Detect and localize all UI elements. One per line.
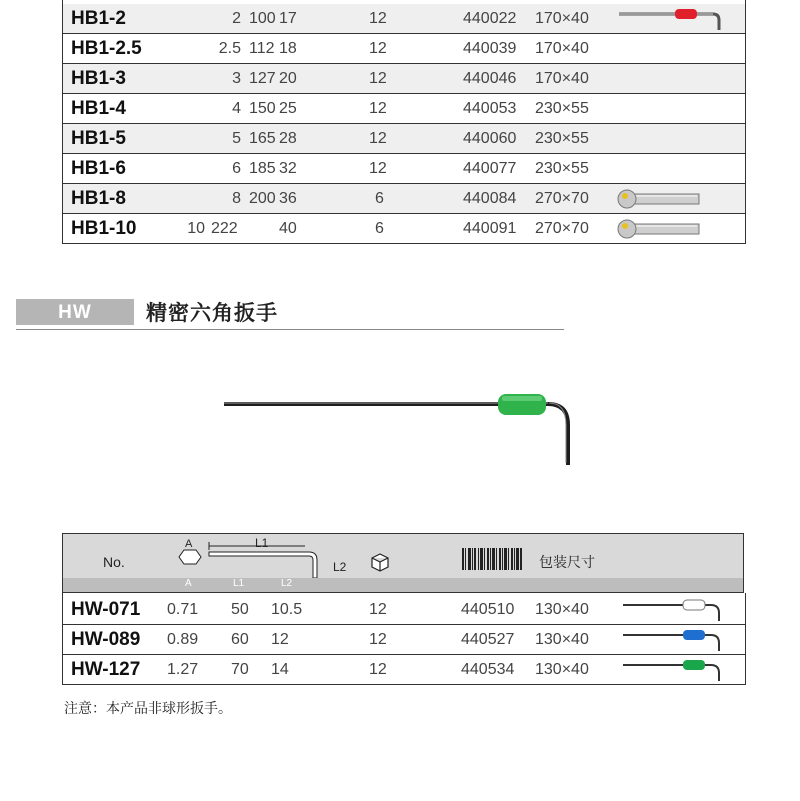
length-l2-cell: 40 bbox=[279, 220, 297, 237]
length-l2-cell: 36 bbox=[279, 190, 297, 207]
table-row bbox=[63, 595, 745, 625]
subheader-l2: L2 bbox=[281, 578, 293, 589]
code-cell: 440077 bbox=[463, 160, 517, 177]
length-l1-cell: 100 bbox=[249, 10, 276, 27]
quantity-cell: 12 bbox=[369, 10, 387, 27]
code-cell: 440060 bbox=[463, 130, 517, 147]
code-cell: 440039 bbox=[463, 40, 517, 57]
pack-size-cell: 230×55 bbox=[535, 130, 589, 147]
model-cell: HB1-2.5 bbox=[71, 38, 142, 59]
code-cell: 440091 bbox=[463, 220, 517, 237]
size-a-cell: 0.89 bbox=[167, 631, 199, 648]
size-a-cell: 0.71 bbox=[167, 601, 199, 618]
table-row bbox=[63, 64, 745, 94]
model-cell: HW-089 bbox=[71, 629, 141, 650]
pack-size-cell: 130×40 bbox=[535, 661, 589, 678]
ball-end-hex-key-icon bbox=[615, 185, 705, 213]
hb-table bbox=[62, 0, 746, 244]
hw-table bbox=[62, 593, 746, 685]
size-a-cell: 2 bbox=[232, 10, 241, 27]
pack-size-cell: 170×40 bbox=[535, 40, 589, 57]
pack-size-cell: 230×55 bbox=[535, 160, 589, 177]
size-a-cell: 4 bbox=[232, 100, 241, 117]
model-cell: HB1-2 bbox=[71, 8, 126, 29]
length-l1-cell: 70 bbox=[231, 661, 249, 678]
length-l2-cell: 18 bbox=[279, 40, 297, 57]
product-note: 注意：本产品非球形扳手。 bbox=[64, 700, 232, 716]
length-l1-cell: 165 bbox=[249, 130, 276, 147]
hw-table-header bbox=[62, 533, 744, 593]
code-cell: 440527 bbox=[461, 631, 515, 648]
code-cell: 440046 bbox=[463, 70, 517, 87]
size-a-cell: 3 bbox=[232, 70, 241, 87]
header-no: No. bbox=[103, 554, 125, 570]
table-row bbox=[63, 4, 745, 34]
section-divider bbox=[16, 329, 564, 330]
length-l1-cell: 127 bbox=[249, 70, 276, 87]
quantity-cell: 12 bbox=[369, 130, 387, 147]
model-cell: HB1-3 bbox=[71, 68, 126, 89]
quantity-cell: 6 bbox=[375, 220, 384, 237]
code-cell: 440022 bbox=[463, 10, 517, 27]
length-l1-cell: 222 bbox=[211, 220, 238, 237]
length-l1-cell: 150 bbox=[249, 100, 276, 117]
pack-size-cell: 130×40 bbox=[535, 631, 589, 648]
pack-size-cell: 270×70 bbox=[535, 220, 589, 237]
barcode-icon bbox=[461, 547, 525, 573]
code-cell: 440084 bbox=[463, 190, 517, 207]
section-tag: HW bbox=[58, 302, 92, 323]
table-row bbox=[63, 94, 745, 124]
model-cell: HB1-5 bbox=[71, 128, 126, 149]
size-a-cell: 5 bbox=[232, 130, 241, 147]
table-row bbox=[63, 184, 745, 214]
model-cell: HB1-10 bbox=[71, 218, 137, 239]
pack-size-cell: 170×40 bbox=[535, 10, 589, 27]
table-row bbox=[63, 124, 745, 154]
ball-end-hex-key-icon bbox=[615, 215, 705, 243]
length-l2-cell: 32 bbox=[279, 160, 297, 177]
pack-size-cell: 270×70 bbox=[535, 190, 589, 207]
code-cell: 440053 bbox=[463, 100, 517, 117]
quantity-cell: 6 bbox=[375, 190, 384, 207]
table-row bbox=[63, 154, 745, 184]
model-cell: HB1-8 bbox=[71, 188, 126, 209]
header-a: A bbox=[185, 538, 193, 550]
table-row bbox=[63, 34, 745, 64]
hex-key-blue-grip-icon bbox=[619, 627, 729, 653]
subheader-a: A bbox=[185, 578, 192, 589]
pack-size-cell: 230×55 bbox=[535, 100, 589, 117]
subheader-l1: L1 bbox=[233, 578, 245, 589]
length-l2-cell: 12 bbox=[271, 631, 289, 648]
hexagon-icon bbox=[177, 548, 203, 566]
length-l1-cell: 50 bbox=[231, 601, 249, 618]
size-a-cell: 10 bbox=[187, 220, 205, 237]
length-l2-cell: 10.5 bbox=[271, 601, 303, 618]
code-cell: 440534 bbox=[461, 661, 515, 678]
quantity-cell: 12 bbox=[369, 631, 387, 648]
length-l2-cell: 20 bbox=[279, 70, 297, 87]
quantity-cell: 12 bbox=[369, 100, 387, 117]
quantity-cell: 12 bbox=[369, 70, 387, 87]
pack-size-cell: 170×40 bbox=[535, 70, 589, 87]
package-box-icon bbox=[369, 552, 391, 572]
length-l2-cell: 25 bbox=[279, 100, 297, 117]
header-l1: L1 bbox=[255, 536, 269, 550]
model-cell: HB1-6 bbox=[71, 158, 126, 179]
model-cell: HW-127 bbox=[71, 659, 141, 680]
size-a-cell: 6 bbox=[232, 160, 241, 177]
size-a-cell: 8 bbox=[232, 190, 241, 207]
length-l2-cell: 17 bbox=[279, 10, 297, 27]
header-subrow bbox=[63, 578, 743, 592]
length-l2-cell: 28 bbox=[279, 130, 297, 147]
quantity-cell: 12 bbox=[369, 160, 387, 177]
table-row bbox=[63, 625, 745, 655]
model-cell: HW-071 bbox=[71, 599, 141, 620]
size-a-cell: 2.5 bbox=[218, 40, 241, 57]
length-l2-cell: 14 bbox=[271, 661, 289, 678]
code-cell: 440510 bbox=[461, 601, 515, 618]
quantity-cell: 12 bbox=[369, 601, 387, 618]
model-cell: HB1-4 bbox=[71, 98, 126, 119]
length-l1-cell: 185 bbox=[249, 160, 276, 177]
table-row bbox=[63, 655, 745, 685]
length-l1-cell: 112 bbox=[249, 40, 275, 57]
pack-size-cell: 130×40 bbox=[535, 601, 589, 618]
hex-key-green-grip-icon bbox=[619, 657, 729, 683]
hex-key-white-grip-icon bbox=[619, 597, 729, 623]
hex-key-red-grip-icon bbox=[615, 6, 725, 32]
quantity-cell: 12 bbox=[369, 661, 387, 678]
table-row bbox=[63, 214, 745, 244]
header-pack-size: 包装尺寸 bbox=[539, 554, 595, 570]
hex-key-product-image bbox=[220, 385, 580, 470]
length-l1-cell: 200 bbox=[249, 190, 276, 207]
header-l2: L2 bbox=[333, 560, 347, 574]
size-a-cell: 1.27 bbox=[167, 661, 199, 678]
quantity-cell: 12 bbox=[369, 40, 387, 57]
section-title: 精密六角扳手 bbox=[146, 302, 278, 325]
length-l1-cell: 60 bbox=[231, 631, 249, 648]
